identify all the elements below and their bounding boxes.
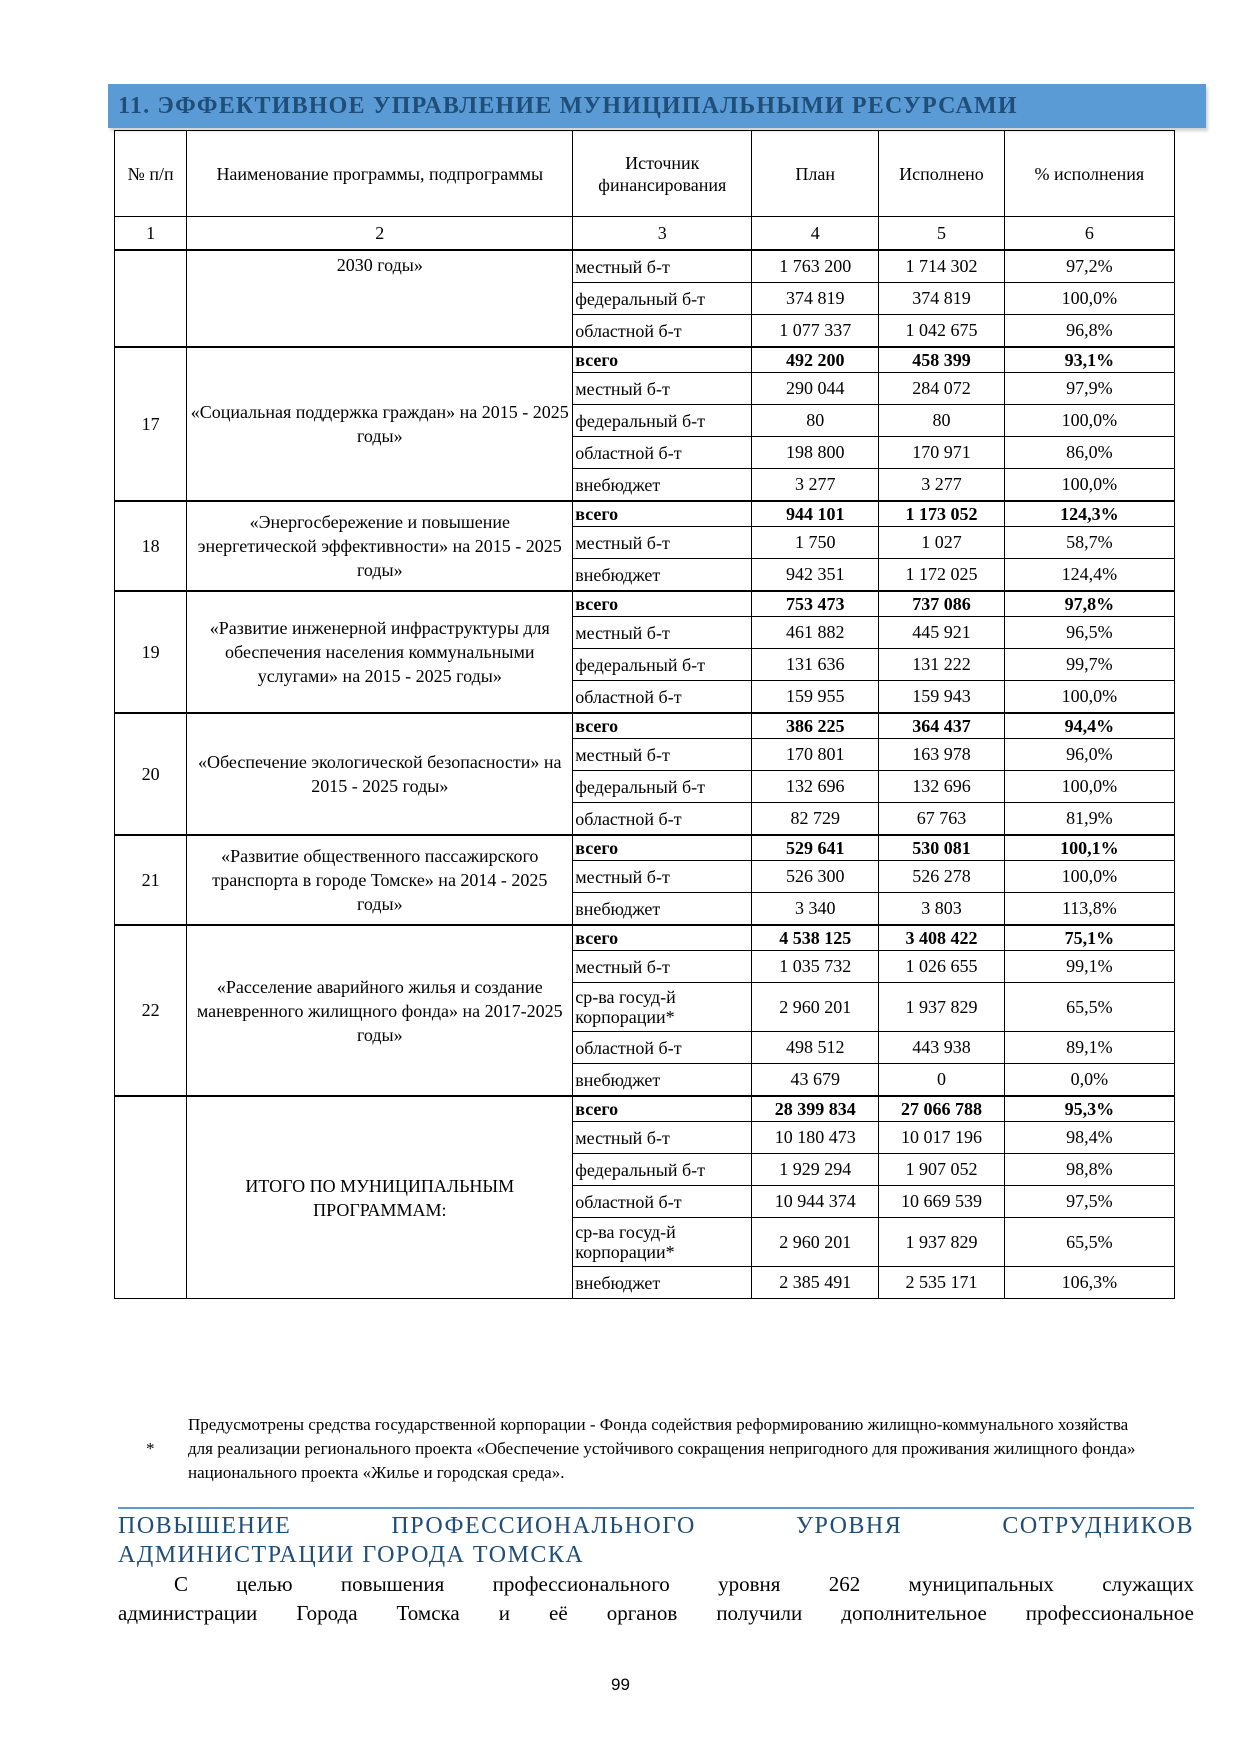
- funding-source: местный б-т: [573, 861, 752, 893]
- done-value: 284 072: [879, 373, 1005, 405]
- percent-value: 81,9%: [1004, 803, 1174, 836]
- percent-value: 96,0%: [1004, 739, 1174, 771]
- table-row-total: [115, 713, 1175, 739]
- funding-source: местный б-т: [573, 1122, 752, 1154]
- plan-value: 43 679: [752, 1064, 879, 1097]
- subheading-word: ПОВЫШЕНИЕ: [118, 1513, 292, 1539]
- funding-source: всего: [573, 925, 752, 951]
- section-divider: [118, 1507, 1194, 1509]
- footnote-text: Предусмотрены средства государственной корпорации - Фонда содействия реформированию жилищно-коммунального хозяйства для реализации регионального проекта «Обеспечение устойчивого сокращения непригодного для проживания жилищного фонда» национального проекта «Жилье и городская среда».: [188, 1415, 1136, 1482]
- program-name: «Расселение аварийного жилья и создание маневренного жилищного фонда» на 2017-2025 годы»: [187, 925, 573, 1096]
- percent-value: 95,3%: [1004, 1096, 1174, 1122]
- funding-source: областной б-т: [573, 803, 752, 836]
- subheading-word: СОТРУДНИКОВ: [1002, 1513, 1194, 1539]
- done-value: 1 027: [879, 527, 1005, 559]
- percent-value: 75,1%: [1004, 925, 1174, 951]
- plan-value: 2 385 491: [752, 1267, 879, 1299]
- done-value: 131 222: [879, 649, 1005, 681]
- percent-value: 100,0%: [1004, 405, 1174, 437]
- plan-value: 132 696: [752, 771, 879, 803]
- funding-source: федеральный б-т: [573, 771, 752, 803]
- percent-value: 93,1%: [1004, 347, 1174, 373]
- percent-value: 106,3%: [1004, 1267, 1174, 1299]
- funding-source: областной б-т: [573, 1032, 752, 1064]
- column-number: 3: [573, 217, 752, 251]
- subheading-word: УРОВНЯ: [795, 1513, 903, 1539]
- done-value: 10 669 539: [879, 1186, 1005, 1218]
- plan-value: 3 277: [752, 469, 879, 502]
- percent-value: 100,0%: [1004, 861, 1174, 893]
- funding-source: федеральный б-т: [573, 283, 752, 315]
- percent-value: 58,7%: [1004, 527, 1174, 559]
- done-value: 67 763: [879, 803, 1005, 836]
- funding-source: местный б-т: [573, 951, 752, 983]
- funding-source: внебюджет: [573, 469, 752, 502]
- program-number: 22: [115, 925, 187, 1096]
- plan-value: 2 960 201: [752, 983, 879, 1032]
- funding-source: всего: [573, 1096, 752, 1122]
- percent-value: 100,0%: [1004, 469, 1174, 502]
- program-number: 20: [115, 713, 187, 835]
- plan-value: 461 882: [752, 617, 879, 649]
- funding-source: областной б-т: [573, 315, 752, 348]
- done-value: 1 172 025: [879, 559, 1005, 592]
- funding-source: всего: [573, 347, 752, 373]
- program-name: «Энергосбережение и повышение энергетической эффективности» на 2015 - 2025 годы»: [187, 501, 573, 591]
- header-program-name: Наименование программы, подпрограммы: [187, 131, 573, 217]
- plan-value: 492 200: [752, 347, 879, 373]
- done-value: 443 938: [879, 1032, 1005, 1064]
- plan-value: 4 538 125: [752, 925, 879, 951]
- plan-value: 80: [752, 405, 879, 437]
- program-number: [115, 1096, 187, 1299]
- funding-source: местный б-т: [573, 527, 752, 559]
- done-value: 2 535 171: [879, 1267, 1005, 1299]
- program-name: «Обеспечение экологической безопасности» на 2015 - 2025 годы»: [187, 713, 573, 835]
- funding-source: ср-ва госуд-й корпорации*: [573, 1218, 752, 1267]
- funding-source: федеральный б-т: [573, 649, 752, 681]
- plan-value: 10 180 473: [752, 1122, 879, 1154]
- funding-source: федеральный б-т: [573, 1154, 752, 1186]
- plan-value: 1 035 732: [752, 951, 879, 983]
- percent-value: 96,8%: [1004, 315, 1174, 348]
- percent-value: 97,9%: [1004, 373, 1174, 405]
- plan-value: 498 512: [752, 1032, 879, 1064]
- percent-value: 65,5%: [1004, 983, 1174, 1032]
- plan-value: 1 763 200: [752, 250, 879, 283]
- municipal-programs-table: [114, 130, 1175, 1299]
- percent-value: 94,4%: [1004, 713, 1174, 739]
- program-name: «Социальная поддержка граждан» на 2015 - 2025 годы»: [187, 347, 573, 501]
- percent-value: 96,5%: [1004, 617, 1174, 649]
- header-plan: План: [752, 131, 879, 217]
- funding-source: внебюджет: [573, 559, 752, 592]
- percent-value: 100,0%: [1004, 283, 1174, 315]
- done-value: 27 066 788: [879, 1096, 1005, 1122]
- program-number: 17: [115, 347, 187, 501]
- column-number: 2: [187, 217, 573, 251]
- done-value: 1 042 675: [879, 315, 1005, 348]
- percent-value: 97,5%: [1004, 1186, 1174, 1218]
- plan-value: 942 351: [752, 559, 879, 592]
- plan-value: 290 044: [752, 373, 879, 405]
- program-number: 21: [115, 835, 187, 925]
- done-value: 1 714 302: [879, 250, 1005, 283]
- plan-value: 131 636: [752, 649, 879, 681]
- plan-value: 3 340: [752, 893, 879, 926]
- percent-value: 89,1%: [1004, 1032, 1174, 1064]
- header-done: Исполнено: [879, 131, 1005, 217]
- program-name: «Развитие общественного пассажирского транспорта в городе Томске» на 2014 - 2025 годы»: [187, 835, 573, 925]
- plan-value: 386 225: [752, 713, 879, 739]
- header-number: № п/п: [115, 131, 187, 217]
- funding-source: всего: [573, 835, 752, 861]
- done-value: 80: [879, 405, 1005, 437]
- funding-source: внебюджет: [573, 1267, 752, 1299]
- done-value: 1 026 655: [879, 951, 1005, 983]
- program-name: «Развитие инженерной инфраструктуры для обеспечения населения коммунальными услугами» на 2015 - 2025 годы»: [187, 591, 573, 713]
- funding-source: внебюджет: [573, 893, 752, 926]
- funding-source: ср-ва госуд-й корпорации*: [573, 983, 752, 1032]
- program-number: 19: [115, 591, 187, 713]
- plan-value: 944 101: [752, 501, 879, 527]
- done-value: 170 971: [879, 437, 1005, 469]
- column-number-row: [115, 217, 1175, 251]
- plan-value: 753 473: [752, 591, 879, 617]
- percent-value: 98,8%: [1004, 1154, 1174, 1186]
- subheading-word: ПРОФЕССИОНАЛЬНОГО: [391, 1513, 696, 1539]
- percent-value: 100,0%: [1004, 681, 1174, 714]
- header-funding-source: Источник финансирования: [573, 131, 752, 217]
- section-title: 11. ЭФФЕКТИВНОЕ УПРАВЛЕНИЕ МУНИЦИПАЛЬНЫМИ РЕСУРСАМИ: [108, 84, 1206, 128]
- table-body: [115, 250, 1175, 1299]
- table-row-total: [115, 591, 1175, 617]
- plan-value: 28 399 834: [752, 1096, 879, 1122]
- column-number: 5: [879, 217, 1005, 251]
- funding-source: местный б-т: [573, 250, 752, 283]
- percent-value: 86,0%: [1004, 437, 1174, 469]
- column-number: 4: [752, 217, 879, 251]
- footnote: [146, 1413, 1150, 1485]
- percent-value: 99,1%: [1004, 951, 1174, 983]
- funding-source: местный б-т: [573, 739, 752, 771]
- funding-source: областной б-т: [573, 437, 752, 469]
- done-value: 530 081: [879, 835, 1005, 861]
- percent-value: 124,4%: [1004, 559, 1174, 592]
- percent-value: 97,2%: [1004, 250, 1174, 283]
- footnote-marker: *: [146, 1439, 155, 1458]
- done-value: 3 408 422: [879, 925, 1005, 951]
- percent-value: 99,7%: [1004, 649, 1174, 681]
- percent-value: 100,1%: [1004, 835, 1174, 861]
- subheading-line-2: АДМИНИСТРАЦИИ ГОРОДА ТОМСКА: [118, 1542, 585, 1568]
- plan-value: 82 729: [752, 803, 879, 836]
- funding-source: федеральный б-т: [573, 405, 752, 437]
- done-value: 737 086: [879, 591, 1005, 617]
- done-value: 458 399: [879, 347, 1005, 373]
- body-line-2: администрации Города Томска и её органов получили дополнительное профессиональное: [118, 1601, 1194, 1625]
- done-value: 3 277: [879, 469, 1005, 502]
- funding-source: областной б-т: [573, 681, 752, 714]
- funding-source: всего: [573, 591, 752, 617]
- percent-value: 97,8%: [1004, 591, 1174, 617]
- program-name: ИТОГО ПО МУНИЦИПАЛЬНЫМ ПРОГРАММАМ:: [187, 1096, 573, 1299]
- percent-value: 124,3%: [1004, 501, 1174, 527]
- program-number: [115, 250, 187, 347]
- done-value: 10 017 196: [879, 1122, 1005, 1154]
- done-value: 1 937 829: [879, 1218, 1005, 1267]
- plan-value: 529 641: [752, 835, 879, 861]
- plan-value: 1 750: [752, 527, 879, 559]
- body-line-1: С целью повышения профессионального уровня 262 муниципальных служащих: [174, 1572, 1194, 1596]
- percent-value: 100,0%: [1004, 771, 1174, 803]
- funding-source: областной б-т: [573, 1186, 752, 1218]
- subheading: [118, 1512, 1194, 1570]
- funding-source: всего: [573, 713, 752, 739]
- plan-value: 1 929 294: [752, 1154, 879, 1186]
- percent-value: 0,0%: [1004, 1064, 1174, 1097]
- done-value: 526 278: [879, 861, 1005, 893]
- column-number: 6: [1004, 217, 1174, 251]
- plan-value: 526 300: [752, 861, 879, 893]
- table-row-total: [115, 347, 1175, 373]
- body-paragraph: [118, 1570, 1194, 1628]
- done-value: 1 173 052: [879, 501, 1005, 527]
- percent-value: 65,5%: [1004, 1218, 1174, 1267]
- plan-value: 1 077 337: [752, 315, 879, 348]
- done-value: 374 819: [879, 283, 1005, 315]
- program-name: 2030 годы»: [187, 250, 573, 347]
- done-value: 1 907 052: [879, 1154, 1005, 1186]
- done-value: 0: [879, 1064, 1005, 1097]
- table-row-total: [115, 1096, 1175, 1122]
- program-number: 18: [115, 501, 187, 591]
- done-value: 1 937 829: [879, 983, 1005, 1032]
- column-number: 1: [115, 217, 187, 251]
- header-percent: % исполнения: [1004, 131, 1174, 217]
- plan-value: 2 960 201: [752, 1218, 879, 1267]
- plan-value: 198 800: [752, 437, 879, 469]
- funding-source: местный б-т: [573, 617, 752, 649]
- funding-source: внебюджет: [573, 1064, 752, 1097]
- plan-value: 10 944 374: [752, 1186, 879, 1218]
- done-value: 132 696: [879, 771, 1005, 803]
- page-number: 99: [611, 1675, 630, 1694]
- table-row: [115, 250, 1175, 283]
- funding-source: всего: [573, 501, 752, 527]
- percent-value: 113,8%: [1004, 893, 1174, 926]
- table-row-total: [115, 501, 1175, 527]
- percent-value: 98,4%: [1004, 1122, 1174, 1154]
- table-header-row: [115, 131, 1175, 217]
- done-value: 3 803: [879, 893, 1005, 926]
- table-row-total: [115, 835, 1175, 861]
- done-value: 445 921: [879, 617, 1005, 649]
- done-value: 364 437: [879, 713, 1005, 739]
- plan-value: 170 801: [752, 739, 879, 771]
- subheading-line-1: [118, 1512, 1194, 1541]
- done-value: 159 943: [879, 681, 1005, 714]
- table-row-total: [115, 925, 1175, 951]
- plan-value: 374 819: [752, 283, 879, 315]
- done-value: 163 978: [879, 739, 1005, 771]
- plan-value: 159 955: [752, 681, 879, 714]
- funding-source: местный б-т: [573, 373, 752, 405]
